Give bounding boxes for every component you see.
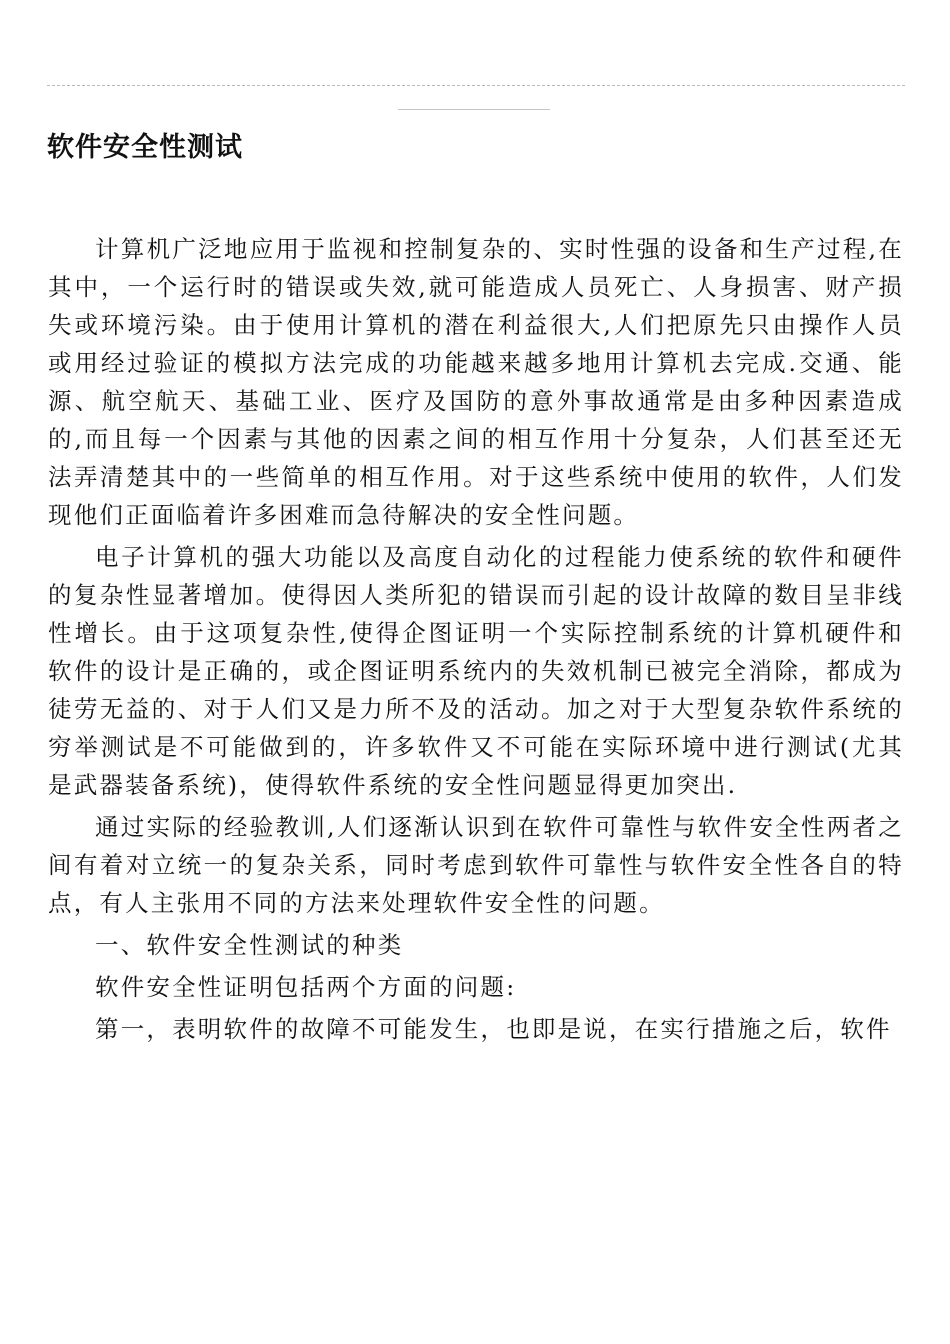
paragraph-1: 计算机广泛地应用于监视和控制复杂的、实时性强的设备和生产过程,在其中，一个运行时的错误或失效,就可能造成人员死亡、人身损害、财产损失或环境污染。由于使用计算机的潜在利益很大,人们把原先只由操作人员或用经过验证的模拟方法完成的功能越来越多地用计算机去完成.交通、能源、航空航天、基础工业、医疗及国防的意外事故通常是由多种因素造成的,而且每一个因素与其他的因素之间的相互作用十分复杂，人们甚至还无法弄清楚其中的一些简单的相互作用。对于这些系统中使用的软件，人们发现他们正面临着许多困难而急待解决的安全性问题。 (48, 235, 904, 529)
document-title: 软件安全性测试 (47, 132, 243, 163)
paragraph-3: 通过实际的经验教训,人们逐渐认识到在软件可靠性与软件安全性两者之间有着对立统一的复杂关系，同时考虑到软件可靠性与软件安全性各自的特点，有人主张用不同的方法来处理软件安全性的问题。 (48, 813, 904, 917)
document-body (48, 230, 904, 1048)
header-short-rule (398, 109, 550, 110)
header-rule (47, 85, 905, 86)
paragraph-4: 软件安全性证明包括两个方面的问题: (95, 973, 517, 1001)
paragraph-2: 电子计算机的强大功能以及高度自动化的过程能力使系统的软件和硬件的复杂性显著增加。使得因人类所犯的错误而引起的设计故障的数目呈非线性增长。由于这项复杂性,使得企图证明一个实际控制系统的计算机硬件和软件的设计是正确的，或企图证明系统内的失效机制已被完全消除，都成为徒劳无益的、对于人们又是力所不及的活动。加之对于大型复杂软件系统的穷举测试是不可能做到的，许多软件又不可能在实际环境中进行测试(尤其是武器装备系统)，使得软件系统的安全性问题显得更加突出. (48, 543, 904, 799)
section-heading-1: 一、软件安全性测试的种类 (95, 931, 404, 959)
paragraph-5: 第一，表明软件的故障不可能发生，也即是说，在实行措施之后，软件 (95, 1015, 892, 1043)
